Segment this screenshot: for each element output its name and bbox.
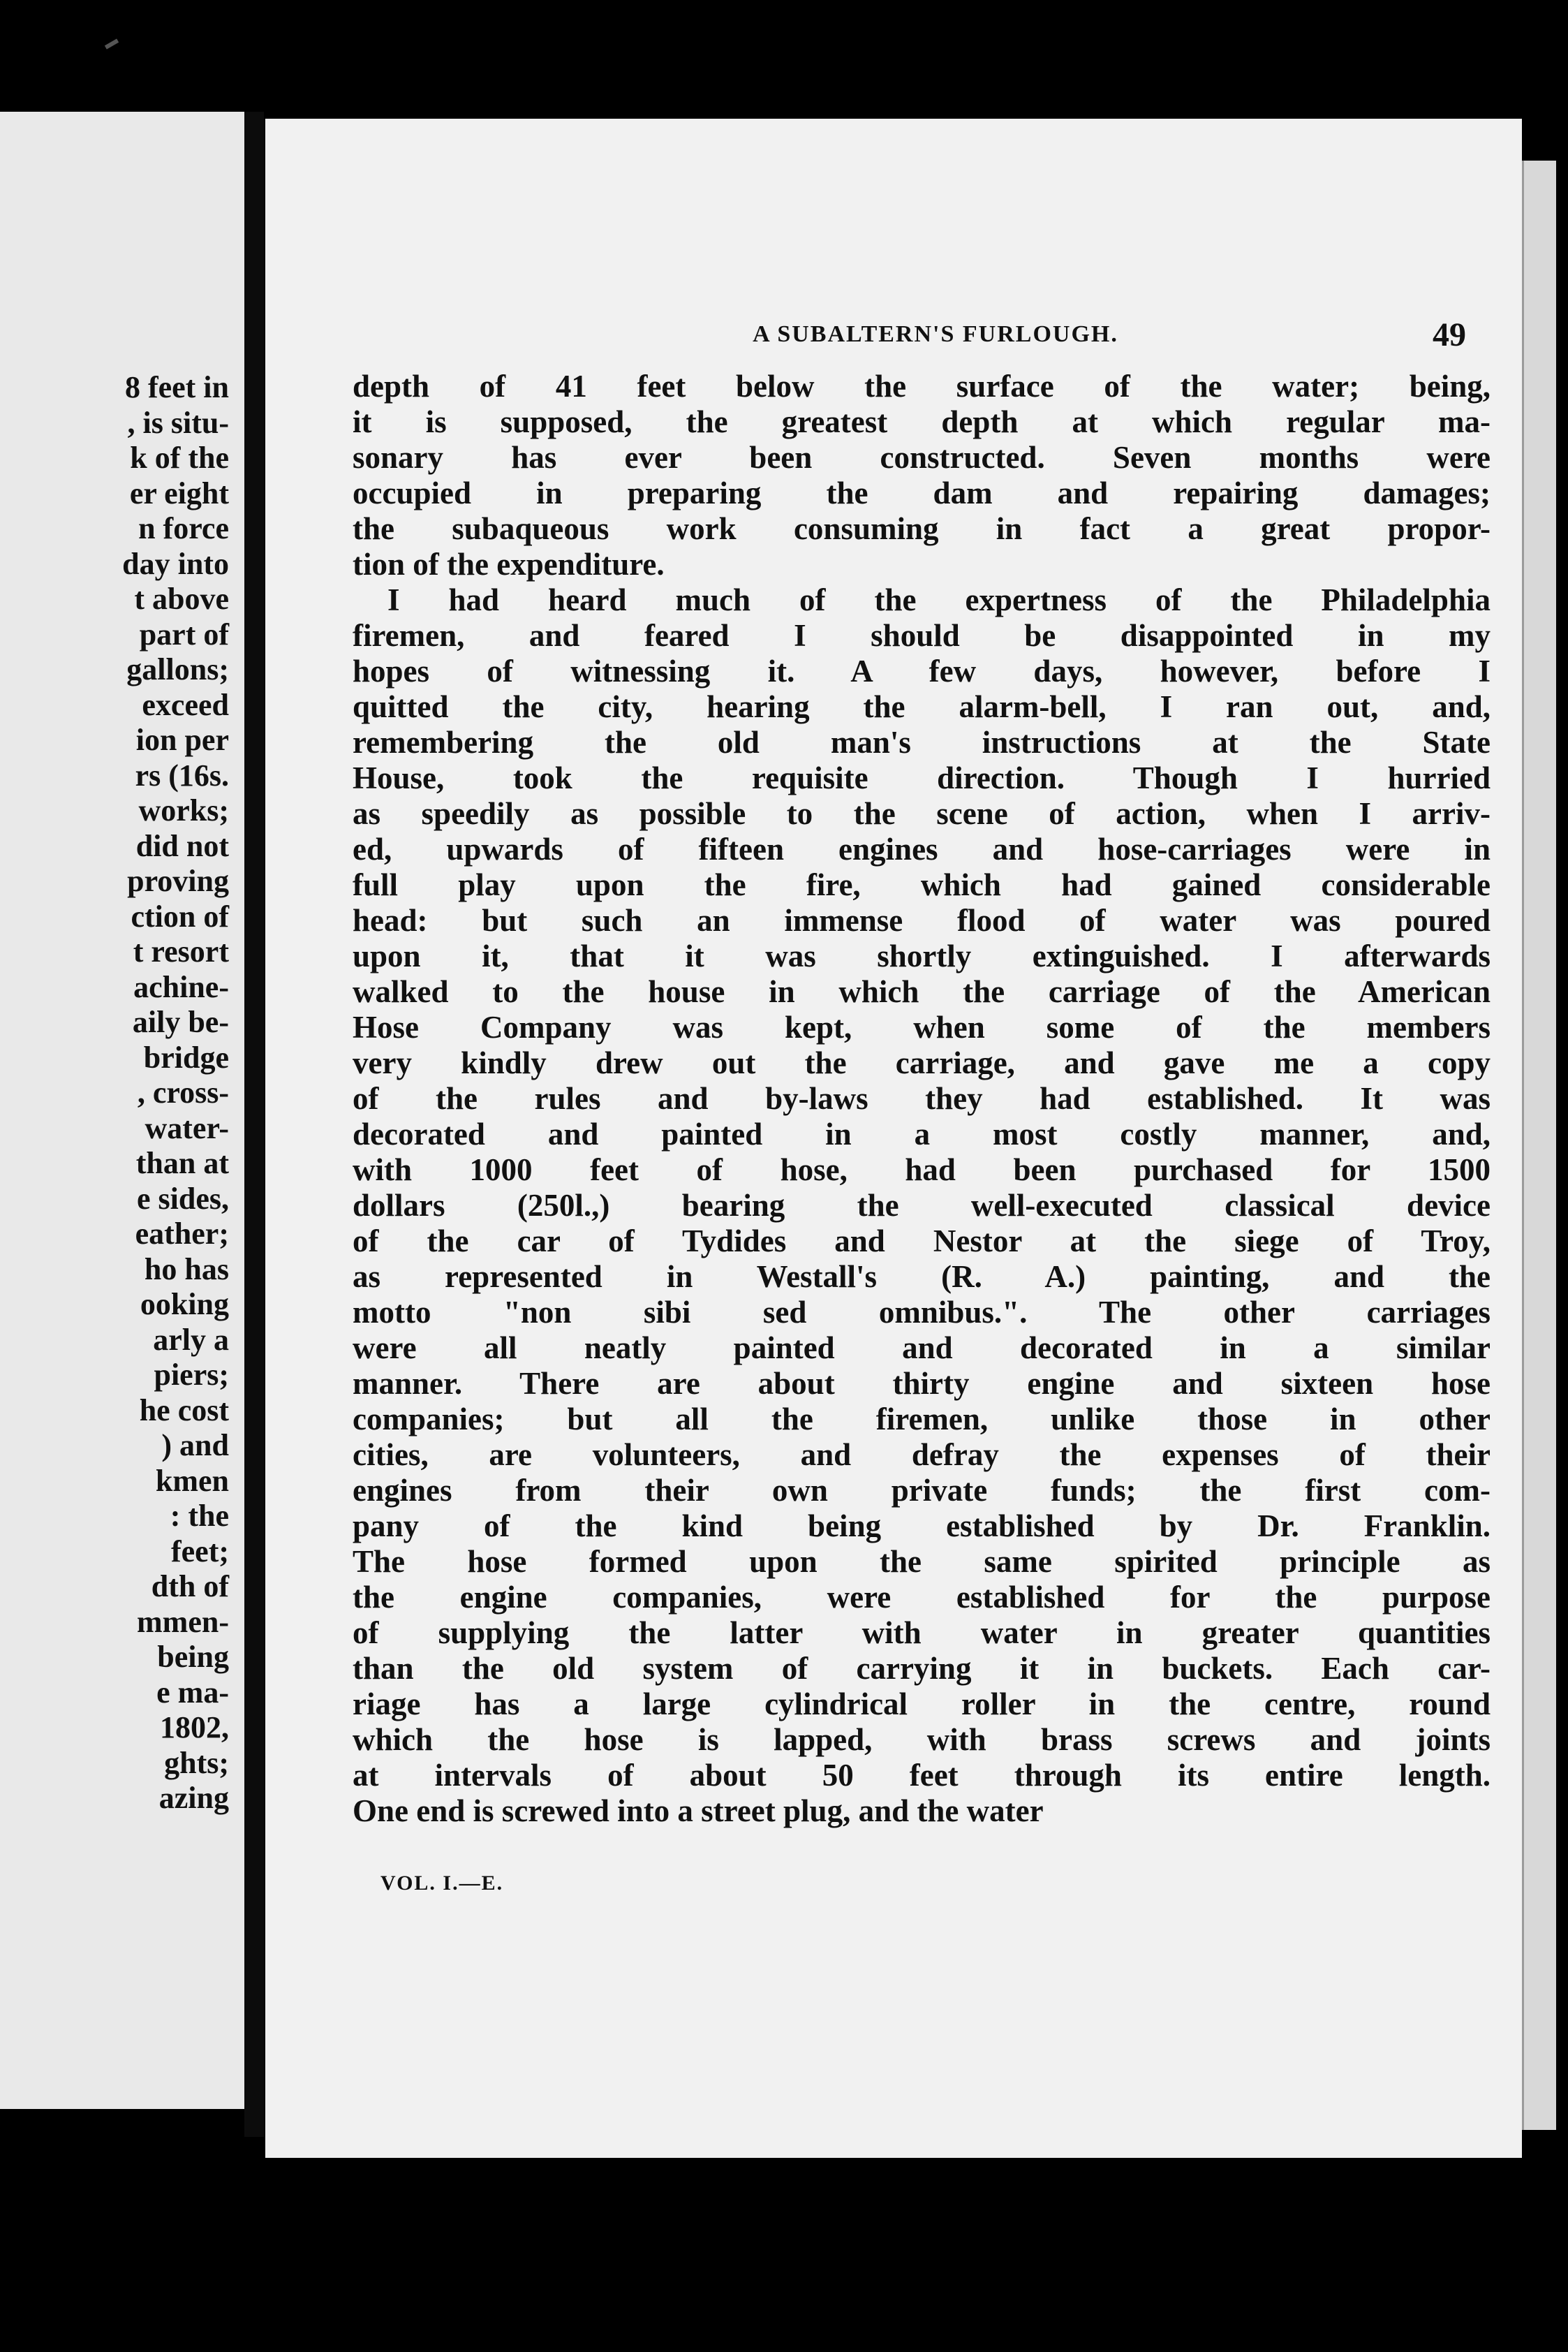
left-page-line: did not <box>135 828 229 863</box>
text-line: decorated and painted in a most costly manner, and, <box>353 1117 1491 1152</box>
left-page-line: 1802, <box>160 1710 229 1744</box>
left-page-line: , is situ- <box>127 405 229 440</box>
text-line: quitted the city, hearing the alarm-bell, I ran out, and, <box>353 689 1491 724</box>
left-page-line: ) and <box>161 1428 229 1462</box>
text-line: motto "non sibi sed omnibus.". The other carriages <box>353 1295 1491 1330</box>
body-text <box>353 369 1491 1829</box>
text-line: of the rules and by-laws they had established. It was <box>353 1081 1491 1116</box>
text-line: full play upon the fire, which had gained considerable <box>353 867 1491 902</box>
left-page-line: part of <box>139 617 229 652</box>
text-line: of supplying the latter with water in greater quantities <box>353 1615 1491 1650</box>
left-page-line: mmen- <box>137 1604 229 1639</box>
text-line: as represented in Westall's (R. A.) painting, and the <box>353 1259 1491 1294</box>
left-page-line: gallons; <box>126 652 229 686</box>
book-gutter <box>244 112 264 2137</box>
signature-mark: VOL. I.—E. <box>380 1872 504 1895</box>
text-line: sonary has ever been constructed. Seven months were <box>353 440 1491 475</box>
text-line: upon it, that it was shortly extinguished. I afterwards <box>353 939 1491 973</box>
text-line: head: but such an immense flood of water was poured <box>353 903 1491 938</box>
text-line: remembering the old man's instructions at the State <box>353 725 1491 760</box>
text-line: the engine companies, were established for the purpose <box>353 1580 1491 1615</box>
text-line: engines from their own private funds; the first com- <box>353 1473 1491 1508</box>
left-page-line: , cross- <box>137 1075 229 1110</box>
running-head <box>586 316 1466 363</box>
left-page-line: water- <box>145 1110 229 1145</box>
text-line: ed, upwards of fifteen engines and hose-carriages were in <box>353 832 1491 867</box>
left-page-line: azing <box>158 1781 229 1815</box>
text-line: which the hose is lapped, with brass screws and joints <box>353 1722 1491 1757</box>
text-line: very kindly drew out the carriage, and gave me a copy <box>353 1045 1491 1080</box>
left-page-line: works; <box>138 793 229 828</box>
page-edge <box>1522 161 1556 2130</box>
left-page-line: he cost <box>139 1392 229 1427</box>
left-page-line: arly a <box>153 1322 229 1357</box>
left-page-line: proving <box>127 864 229 898</box>
left-page-line: ghts; <box>164 1745 229 1780</box>
left-page-line: e sides, <box>137 1181 229 1216</box>
text-line: manner. There are about thirty engine and sixteen hose <box>353 1366 1491 1401</box>
text-line: firemen, and feared I should be disappointed in my <box>353 618 1491 653</box>
text-line: were all neatly painted and decorated in a similar <box>353 1330 1491 1365</box>
text-line: occupied in preparing the dam and repairing damages; <box>353 476 1491 510</box>
text-line: walked to the house in which the carriage of the American <box>353 974 1491 1009</box>
left-page-line: ion per <box>135 723 229 757</box>
left-page-line: n force <box>138 511 229 545</box>
left-page-line: rs (16s. <box>135 758 229 793</box>
left-page-line: 8 feet in <box>124 370 229 404</box>
text-line: than the old system of carrying it in buckets. Each car- <box>353 1651 1491 1686</box>
text-line: pany of the kind being established by Dr. Franklin. <box>353 1508 1491 1543</box>
text-line: with 1000 feet of hose, had been purchased for 1500 <box>353 1152 1491 1187</box>
text-line: the subaqueous work consuming in fact a great propor- <box>353 511 1491 546</box>
text-line: I had heard much of the expertness of the Philadelphia <box>387 582 1491 617</box>
text-line: One end is screwed into a street plug, and the water <box>353 1793 1044 1828</box>
right-page <box>265 119 1522 2158</box>
left-page-line: : the <box>170 1499 229 1533</box>
text-line: cities, are volunteers, and defray the expenses of their <box>353 1437 1491 1472</box>
text-line: at intervals of about 50 feet through its entire length. <box>353 1758 1491 1793</box>
left-page-text <box>0 370 229 1816</box>
left-page-line: than at <box>135 1146 229 1180</box>
left-page-line: ction of <box>131 899 229 934</box>
left-page-line: piers; <box>154 1358 229 1392</box>
left-page-line: t above <box>134 582 229 616</box>
left-page <box>0 112 247 2109</box>
text-line: it is supposed, the greatest depth at which regular ma- <box>353 404 1491 439</box>
left-page-line: er eight <box>129 476 229 510</box>
text-line: companies; but all the firemen, unlike those in other <box>353 1402 1491 1436</box>
left-page-line: achine- <box>133 969 229 1004</box>
left-page-line: being <box>157 1640 229 1674</box>
left-page-line: k of the <box>130 441 229 475</box>
text-line: dollars (250l.,) bearing the well-executed classical device <box>353 1188 1491 1223</box>
left-page-line: ho has <box>144 1251 229 1286</box>
left-page-line: day into <box>122 546 229 581</box>
text-line: hopes of witnessing it. A few days, however, before I <box>353 654 1491 689</box>
left-page-line: feet; <box>170 1534 229 1568</box>
left-page-line: exceed <box>142 687 229 722</box>
text-line: Hose Company was kept, when some of the members <box>353 1010 1491 1045</box>
text-line: tion of the expenditure. <box>353 547 665 582</box>
text-line: as speedily as possible to the scene of action, when I arriv- <box>353 796 1491 831</box>
left-page-line: bridge <box>143 1040 229 1075</box>
text-line: riage has a large cylindrical roller in the centre, round <box>353 1686 1491 1721</box>
left-page-line: ooking <box>140 1287 229 1321</box>
left-page-line: dth of <box>151 1569 229 1603</box>
left-page-line: t resort <box>133 934 229 969</box>
scan-speck <box>105 38 119 49</box>
text-line: of the car of Tydides and Nestor at the siege of Troy, <box>353 1223 1491 1258</box>
left-page-line: kmen <box>155 1463 229 1498</box>
left-page-line: aily be- <box>132 1005 229 1039</box>
text-line: The hose formed upon the same spirited principle as <box>353 1544 1491 1579</box>
left-page-line: e ma- <box>156 1675 229 1710</box>
text-line: House, took the requisite direction. Though I hurried <box>353 760 1491 795</box>
left-page-line: eather; <box>135 1217 229 1251</box>
page-number: 49 <box>1433 316 1466 353</box>
running-title: A SUBALTERN'S FURLOUGH. <box>753 321 1118 347</box>
text-line: depth of 41 feet below the surface of the water; being, <box>353 369 1491 404</box>
